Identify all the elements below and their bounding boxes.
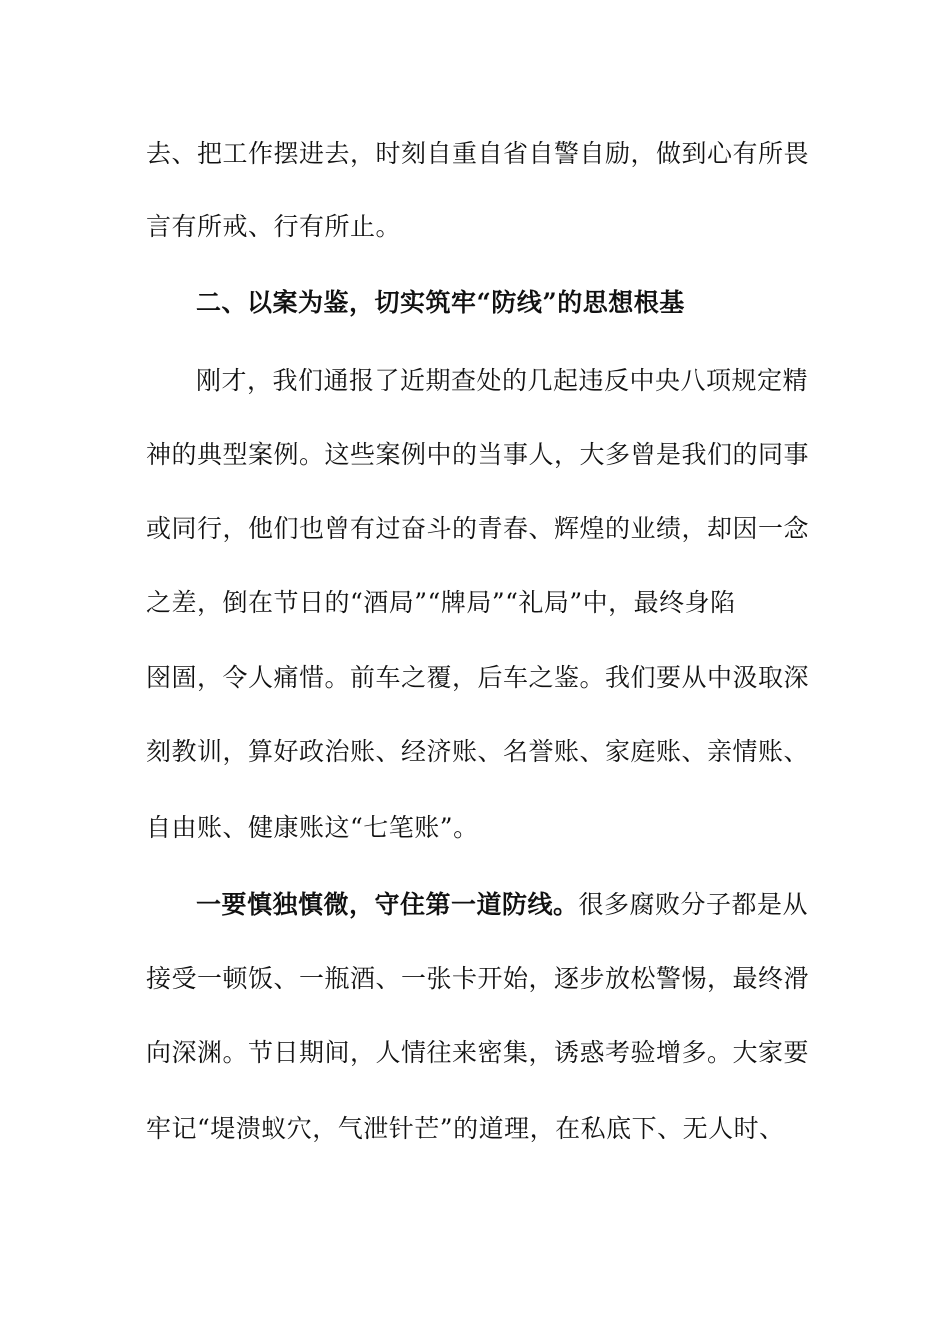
paragraph-line: 或同行，他们也曾有过奋斗的青春、辉煌的业绩，却因一念 — [146, 514, 810, 543]
paragraph-line — [196, 887, 814, 923]
bold-lead-sentence: 一要慎独慎微，守住第一道防线。 — [196, 890, 579, 919]
paragraph-line: 去、把工作摆进去，时刻自重自省自警自励，做到心有所畏 — [146, 139, 810, 168]
paragraph-line: 之差，倒在节日的“酒局”“牌局”“礼局”中，最终身陷 — [146, 588, 736, 617]
paragraph-line: 接受一顿饭、一瓶酒、一张卡开始，逐步放松警惕，最终滑 — [146, 964, 810, 993]
paragraph-line: 向深渊。节日期间，人情往来密集，诱惑考验增多。大家要 — [146, 1038, 810, 1067]
paragraph-line-text: 很多腐败分子都是从 — [578, 890, 809, 919]
paragraph-line: 牢记“堤溃蚁穴，气泄针芒”的道理，在私底下、无人时、 — [146, 1114, 785, 1143]
paragraph-line: 自由账、健康账这“七笔账”。 — [146, 813, 479, 842]
section-heading: 二、以案为鉴，切实筑牢“防线”的思想根基 — [196, 288, 685, 317]
paragraph-line: 刚才，我们通报了近期查处的几起违反中央八项规定精 — [196, 366, 809, 395]
paragraph-line: 刻教训，算好政治账、经济账、名誉账、家庭账、亲情账、 — [146, 737, 810, 766]
paragraph-line: 言有所戒、行有所止。 — [146, 212, 402, 241]
paragraph-line: 囹圄，令人痛惜。前车之覆，后车之鉴。我们要从中汲取深 — [146, 663, 810, 692]
paragraph-line: 神的典型案例。这些案例中的当事人，大多曾是我们的同事 — [146, 440, 810, 469]
